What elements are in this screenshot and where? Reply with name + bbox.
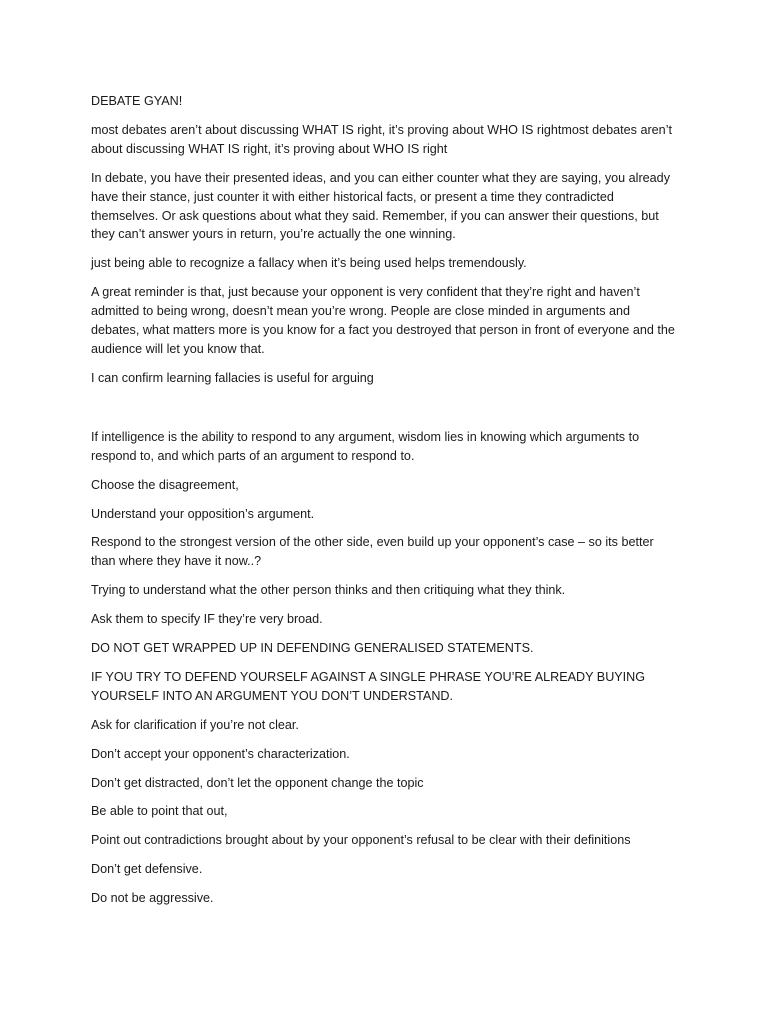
paragraph: Point out contradictions brought about by your opponent’s refusal to be clear with their definitions [91,833,631,848]
paragraph: I can confirm learning fallacies is useful for arguing [91,370,374,385]
paragraph: If intelligence is the ability to respond to any argument, wisdom lies in knowing which arguments to respond to, and which parts of an argument to respond to. [91,429,640,463]
paragraph: Don’t get defensive. [91,862,203,877]
paragraph: In debate, you have their presented ideas, and you can either counter what they are saying, you already have their stance, just counter it with either historical facts, or present a time they contradicted themselves. Or ask questions about what they said. Remember, if you can answer their questions, but they can’t answer yours in return, you’re actually the one winning. [91,170,670,242]
paragraph: Don’t get distracted, don’t let the opponent change the topic [91,775,424,790]
paragraph: Respond to the strongest version of the other side, even build up your opponent’s case – so its better than where they have it now..? [91,535,654,569]
document-title: DEBATE GYAN! [91,94,183,108]
paragraph: Choose the disagreement, [91,477,239,492]
paragraph: IF YOU TRY TO DEFEND YOURSELF AGAINST A SINGLE PHRASE YOU’RE ALREADY BUYING YOURSELF INTO AN ARGUMENT YOU DON’T UNDERSTAND. [91,669,646,703]
document-body [91,92,681,918]
paragraph: Do not be aggressive. [91,891,214,906]
paragraph: Don’t accept your opponent’s characterization. [91,746,350,761]
paragraph: Ask for clarification if you’re not clear. [91,717,299,732]
paragraph: Ask them to specify IF they’re very broad. [91,612,323,627]
paragraph: most debates aren’t about discussing WHAT IS right, it’s proving about WHO IS rightmost debates aren’t about discussing WHAT IS right, it’s proving about WHO IS right [91,122,672,156]
paragraph: just being able to recognize a fallacy when it’s being used helps tremendously. [91,256,527,271]
paragraph: Understand your opposition’s argument. [91,506,315,521]
paragraph: Be able to point that out, [91,804,228,819]
paragraph: A great reminder is that, just because your opponent is very confident that they’re right and haven’t admitted to being wrong, doesn’t mean you’re wrong. People are close minded in arguments and debates, what matters more is you know for a fact you destroyed that person in front of everyone and the audience will let you know that. [91,285,675,356]
paragraph: DO NOT GET WRAPPED UP IN DEFENDING GENERALISED STATEMENTS. [91,641,534,656]
paragraph: Trying to understand what the other person thinks and then critiquing what they think. [91,583,566,598]
blank-line [91,398,681,428]
